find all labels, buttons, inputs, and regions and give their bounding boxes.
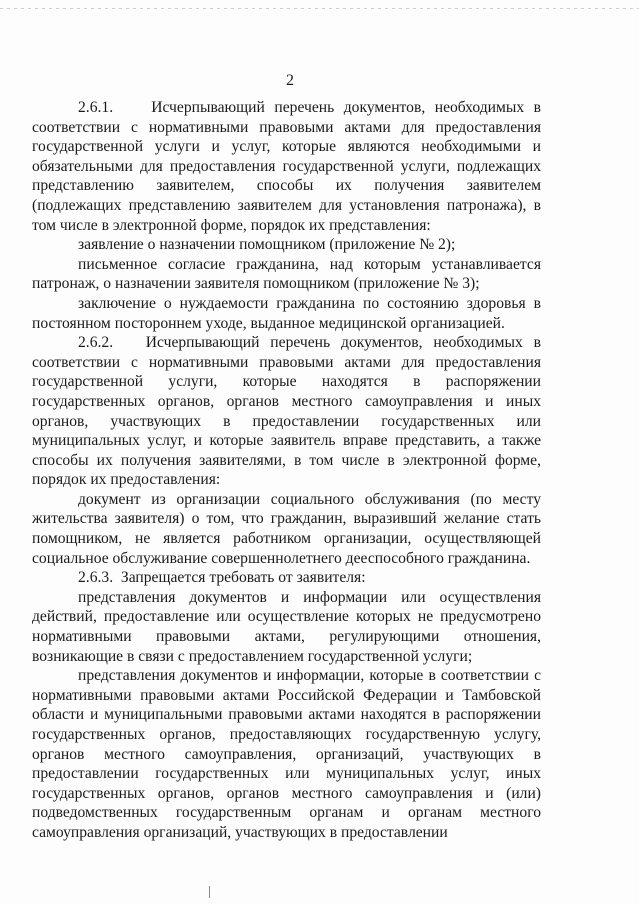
paragraph-medical-conclusion: заключение о нуждаемости гражданина по состоянию здоровья в постоянном постороннем уходе, выданное медицинской организацией.: [32, 294, 541, 332]
page-number: 2: [286, 72, 294, 89]
paragraph-prohibition-documents: представления документов и информации или осуществления действий, предоставление или осуществление которых не предусмотрено нормативными правовыми актами, регулирующими отношения, возникающие в связи с предоставлением государственной услуги;: [32, 588, 541, 665]
document-body: [32, 98, 541, 843]
scan-top-edge: [0, 8, 639, 9]
paragraph-social-service-document: документ из организации социального обслуживания (по месту жительства заявителя) о том, что гражданин, выразивший желание стать помощником, не является работником организации, осуществляющей социальное обслуживание совершеннолетнего дееспособного гражданина.: [32, 490, 541, 567]
paragraph-2-6-2: 2.6.2. Исчерпывающий перечень документов, необходимых в соответствии с нормативными правовыми актами для предоставления государственной услуги, которые находятся в распоряжении государственных органов, органов местного самоуправления и иных органов, участвующих в предоставлении государственных или муниципальных услуг, и которые заявитель вправе представить, а также способы их получения заявителями, в том числе в электронной форме, порядок их предоставления:: [32, 334, 541, 489]
paragraph-written-consent: письменное согласие гражданина, над которым устанавливается патронаж, о назначении заявителя помощником (приложение № 3);: [32, 255, 541, 293]
paragraph-application: заявление о назначении помощником (приложение № 2);: [78, 236, 456, 254]
paragraph-2-6-3: 2.6.3. Запрещается требовать от заявителя:: [78, 569, 366, 587]
scan-mark: [209, 886, 210, 898]
paragraph-prohibition-information: представления документов и информации, которые в соответствии с нормативными правовыми актами Российской Федерации и Тамбовской области и муниципальными правовыми актами находятся в распоряжении государственных органов, предоставляющих государственную услугу, органов местного самоуправления, организаций, участвующих в предоставлении государственных или муниципальных услуг, иных государственных органов, органов местного самоуправления и (или) подведомственных государственным органам и органам местного самоуправления организаций, участвующих в предоставлении: [32, 667, 541, 841]
paragraph-2-6-1: 2.6.1. Исчерпывающий перечень документов, необходимых в соответствии с нормативными правовыми актами для предоставления государственной услуги и услуг, которые являются необходимыми и обязательными для предоставления государственной услуги, подлежащих представлению заявителем, способы их получения заявителем (подлежащих представлению заявителем для установления патронажа), в том числе в электронной форме, порядок их представления:: [32, 99, 541, 234]
